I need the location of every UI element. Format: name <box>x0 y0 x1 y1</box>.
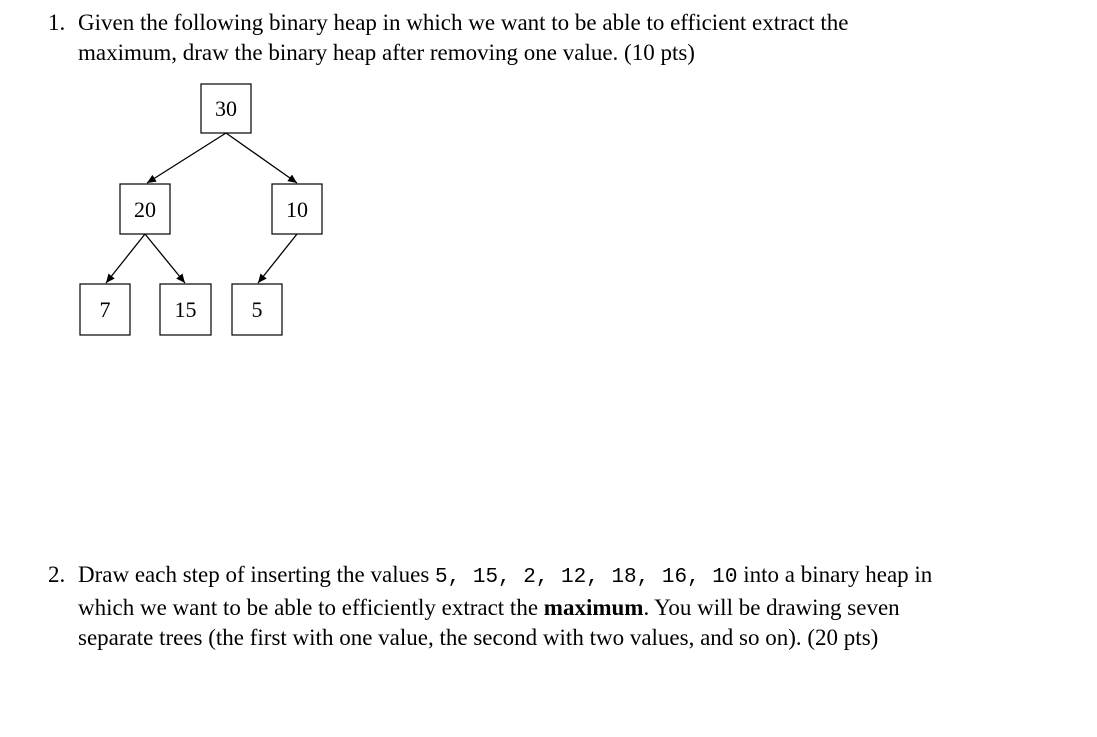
edge-20-7 <box>106 234 145 283</box>
edge-30-20 <box>147 133 226 183</box>
heap-node-15 <box>160 284 211 335</box>
question-2-line-2-post: . You will be drawing seven <box>643 595 900 620</box>
question-2-text <box>78 560 1078 653</box>
question-2-prefix: Draw each step of inserting the values <box>78 562 436 587</box>
heap-node-5 <box>232 284 282 335</box>
heap-node-10 <box>272 184 322 234</box>
question-2 <box>48 560 1078 653</box>
question-2-line-2 <box>78 593 1078 623</box>
question-1-number: 1. <box>48 10 66 35</box>
heap-node-30 <box>201 84 251 133</box>
insert-values: 5, 15, 2, 12, 18, 16, 10 <box>435 566 738 589</box>
question-1-line-2: maximum, draw the binary heap after removing one value. (10 pts) <box>78 40 695 65</box>
edge-30-10 <box>226 133 297 183</box>
heap-node-5-label: 5 <box>251 297 263 322</box>
heap-node-20 <box>120 184 170 234</box>
heap-node-15-label: 15 <box>174 297 197 322</box>
question-2-line-3: separate trees (the first with one value, the second with two values, and so on). (20 pts) <box>78 625 879 650</box>
question-2-line-2-pre: which we want to be able to efficiently extract the <box>78 595 544 620</box>
question-1-line-1: Given the following binary heap in which we want to be able to efficient extract the <box>78 10 849 35</box>
heap-node-7 <box>80 284 130 335</box>
heap-node-7-label: 7 <box>99 297 111 322</box>
edge-20-15 <box>145 234 185 283</box>
heap-node-30-label: 30 <box>215 96 237 121</box>
edge-10-5 <box>258 234 297 283</box>
heap-node-20-label: 20 <box>134 197 156 222</box>
question-2-middle: into a binary heap in <box>737 562 933 587</box>
question-2-number: 2. <box>48 562 66 587</box>
question-2-line-1 <box>78 560 1078 593</box>
heap-node-10-label: 10 <box>286 197 308 222</box>
maximum-emphasis: maximum <box>543 595 644 620</box>
